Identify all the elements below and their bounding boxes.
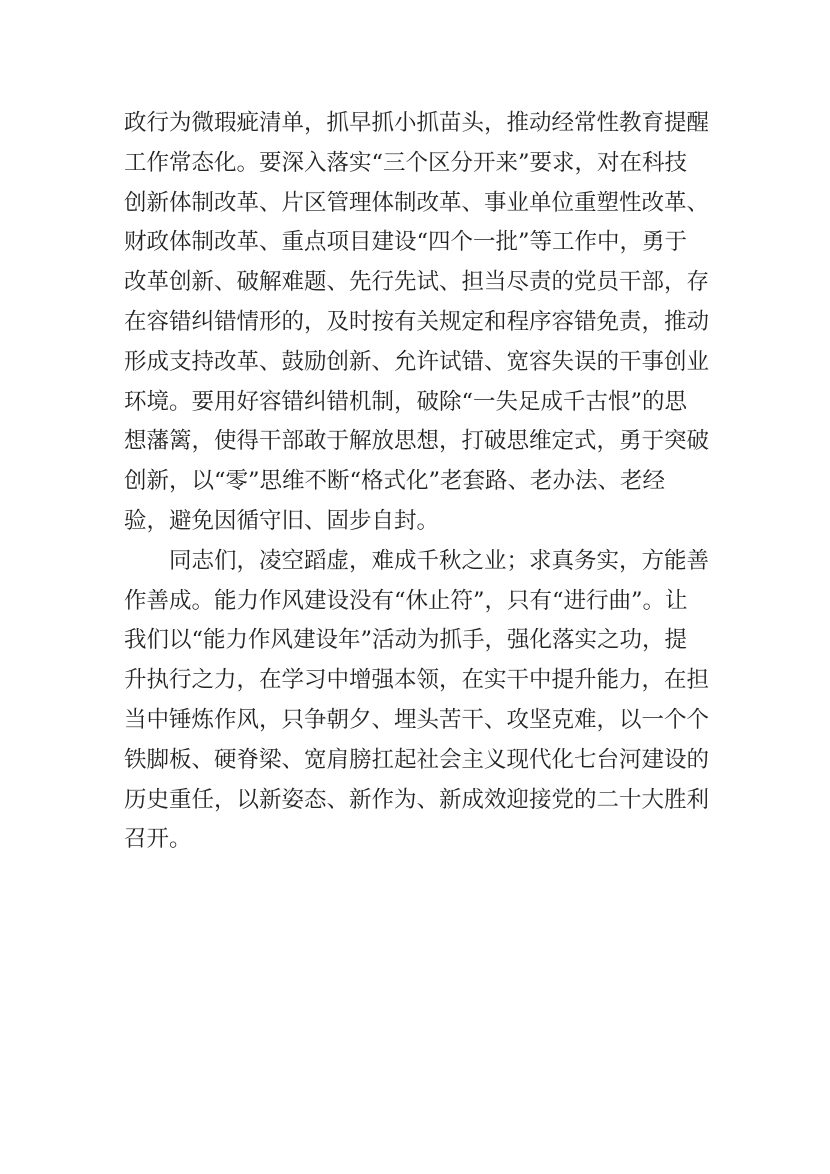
text-line: 铁脚板、硬脊梁、宽肩膀扛起社会主义现代化七台河建设的 xyxy=(124,746,710,773)
text-line: 我们以“能力作风建设年”活动为抓手，强化落实之功，提 xyxy=(124,627,688,654)
text-line: 创新体制改革、片区管理体制改革、事业单位重塑性改革、 xyxy=(124,189,710,216)
text-line: 召开。 xyxy=(124,826,192,853)
text-line: 升执行之力，在学习中增强本领，在实干中提升能力，在担 xyxy=(124,667,710,694)
text-line: 作善成。能力作风建设没有“休止符”，只有“进行曲”。让 xyxy=(124,587,688,614)
text-line: 创新，以“零”思维不断“格式化”老套路、老办法、老经 xyxy=(124,468,666,495)
text-line: 工作常态化。要深入落实“三个区分开来”要求，对在科技 xyxy=(124,149,688,176)
text-line: 环境。要用好容错纠错机制，破除“一失足成千古恨”的思 xyxy=(124,388,688,415)
text-line: 改革创新、破解难题、先行先试、担当尽责的党员干部，存 xyxy=(124,269,710,296)
text-line: 想藩篱，使得干部敢于解放思想，打破思维定式，勇于突破 xyxy=(124,428,710,455)
text-line: 同志们，凌空蹈虚，难成千秋之业；求真务实，方能善 xyxy=(124,547,710,574)
text-line: 验，避免因循守旧、固步自封。 xyxy=(124,507,440,534)
text-line: 政行为微瑕疵清单，抓早抓小抓苗头，推动经常性教育提醒 xyxy=(124,110,710,136)
text-line: 当中锤炼作风，只争朝夕、埋头苦干、攻坚克难，以一个个 xyxy=(124,706,710,733)
body-text xyxy=(124,104,714,860)
text-line: 在容错纠错情形的，及时按有关规定和程序容错免责，推动 xyxy=(124,308,710,335)
text-line: 历史重任，以新姿态、新作为、新成效迎接党的二十大胜利 xyxy=(124,786,710,813)
watermark xyxy=(317,1071,393,1148)
text-line: 财政体制改革、重点项目建设“四个一批”等工作中，勇于 xyxy=(124,229,688,256)
text-line: 形成支持改革、鼓励创新、允许试错、宽容失误的干事创业 xyxy=(124,348,710,375)
